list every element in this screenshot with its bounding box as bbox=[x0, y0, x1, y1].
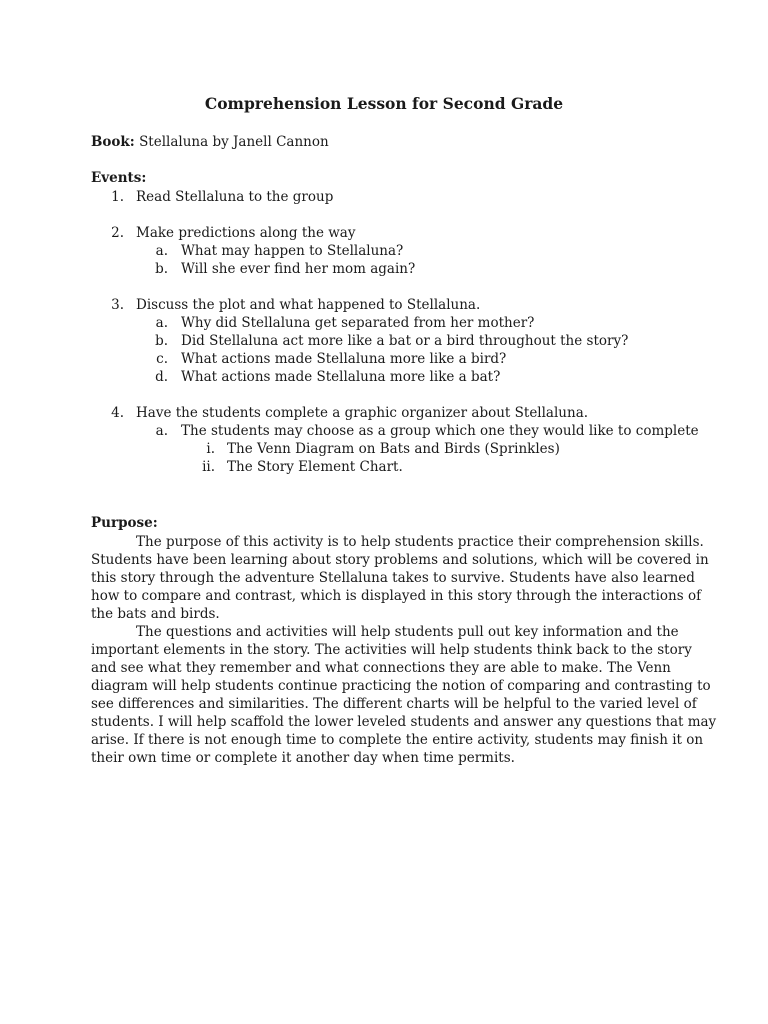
subsubitem-marker: ii. bbox=[202, 459, 215, 475]
events-heading: Events: bbox=[91, 170, 147, 186]
event-marker: 2. bbox=[111, 225, 124, 241]
events-list bbox=[0, 188, 768, 476]
purpose-line: arise. If there is not enough time to complete the entire activity, students may finish it on bbox=[91, 732, 704, 748]
subitem-marker: c. bbox=[156, 351, 168, 367]
event-subitem bbox=[0, 422, 768, 440]
purpose-line: see differences and similarities. The different charts will be helpful to the varied level of bbox=[91, 696, 697, 712]
subitem-marker: d. bbox=[155, 369, 168, 385]
page-title: Comprehension Lesson for Second Grade bbox=[204, 94, 564, 113]
purpose-line: diagram will help students continue practicing the notion of comparing and contrasting to bbox=[91, 678, 711, 694]
purpose-line: this story through the adventure Stellaluna takes to survive. Students have also learned bbox=[91, 570, 695, 586]
event-text: Have the students complete a graphic organizer about Stellaluna. bbox=[136, 405, 589, 421]
event-item bbox=[0, 188, 768, 206]
event-text: Make predictions along the way bbox=[136, 225, 356, 241]
event-text: Discuss the plot and what happened to Stellaluna. bbox=[136, 297, 481, 313]
purpose-line: Students have been learning about story problems and solutions, which will be covered in bbox=[91, 552, 709, 568]
purpose-line: and see what they remember and what connections they are able to make. The Venn bbox=[91, 660, 671, 676]
purpose-line: The questions and activities will help students pull out key information and the bbox=[136, 624, 679, 640]
subitem-marker: b. bbox=[155, 333, 168, 349]
subitem-marker: a. bbox=[155, 315, 168, 331]
subitem-text: The students may choose as a group which one they would like to complete bbox=[181, 423, 699, 439]
event-subitem bbox=[0, 242, 768, 260]
event-subitem bbox=[0, 368, 768, 386]
event-subitem bbox=[0, 350, 768, 368]
event-subitem bbox=[0, 260, 768, 278]
subsubitem-marker: i. bbox=[206, 441, 215, 457]
subitem-text: What actions made Stellaluna more like a bird? bbox=[181, 351, 507, 367]
event-marker: 4. bbox=[111, 405, 124, 421]
event-subsubitem bbox=[0, 458, 768, 476]
book-label: Book: bbox=[91, 134, 135, 150]
event-item bbox=[0, 404, 768, 422]
book-line bbox=[91, 134, 329, 150]
purpose-line: The purpose of this activity is to help students practice their comprehension skills. bbox=[136, 534, 704, 550]
event-marker: 3. bbox=[111, 297, 124, 313]
event-subsubitem bbox=[0, 440, 768, 458]
subitem-text: What actions made Stellaluna more like a bat? bbox=[181, 369, 501, 385]
event-marker: 1. bbox=[111, 189, 124, 205]
purpose-line: their own time or complete it another day when time permits. bbox=[91, 750, 515, 766]
purpose-line: important elements in the story. The activities will help students think back to the story bbox=[91, 642, 692, 658]
subitem-marker: b. bbox=[155, 261, 168, 277]
book-value: Stellaluna by Janell Cannon bbox=[139, 134, 329, 150]
subsubitem-text: The Venn Diagram on Bats and Birds (Sprinkles) bbox=[227, 441, 560, 457]
purpose-line: how to compare and contrast, which is displayed in this story through the interactions of bbox=[91, 588, 702, 604]
purpose-line: students. I will help scaffold the lower leveled students and answer any questions that may bbox=[91, 714, 717, 730]
purpose-heading: Purpose: bbox=[91, 515, 158, 531]
subitem-marker: a. bbox=[155, 243, 168, 259]
event-item bbox=[0, 224, 768, 242]
event-text: Read Stellaluna to the group bbox=[136, 189, 334, 205]
subsubitem-text: The Story Element Chart. bbox=[227, 459, 403, 475]
subitem-marker: a. bbox=[155, 423, 168, 439]
event-subitem bbox=[0, 332, 768, 350]
purpose-line: the bats and birds. bbox=[91, 606, 220, 622]
subitem-text: What may happen to Stellaluna? bbox=[181, 243, 404, 259]
subitem-text: Why did Stellaluna get separated from her mother? bbox=[181, 315, 535, 331]
event-item bbox=[0, 296, 768, 314]
purpose-body bbox=[91, 533, 717, 767]
subitem-text: Will she ever find her mom again? bbox=[181, 261, 416, 277]
event-subitem bbox=[0, 314, 768, 332]
subitem-text: Did Stellaluna act more like a bat or a bird throughout the story? bbox=[181, 333, 629, 349]
